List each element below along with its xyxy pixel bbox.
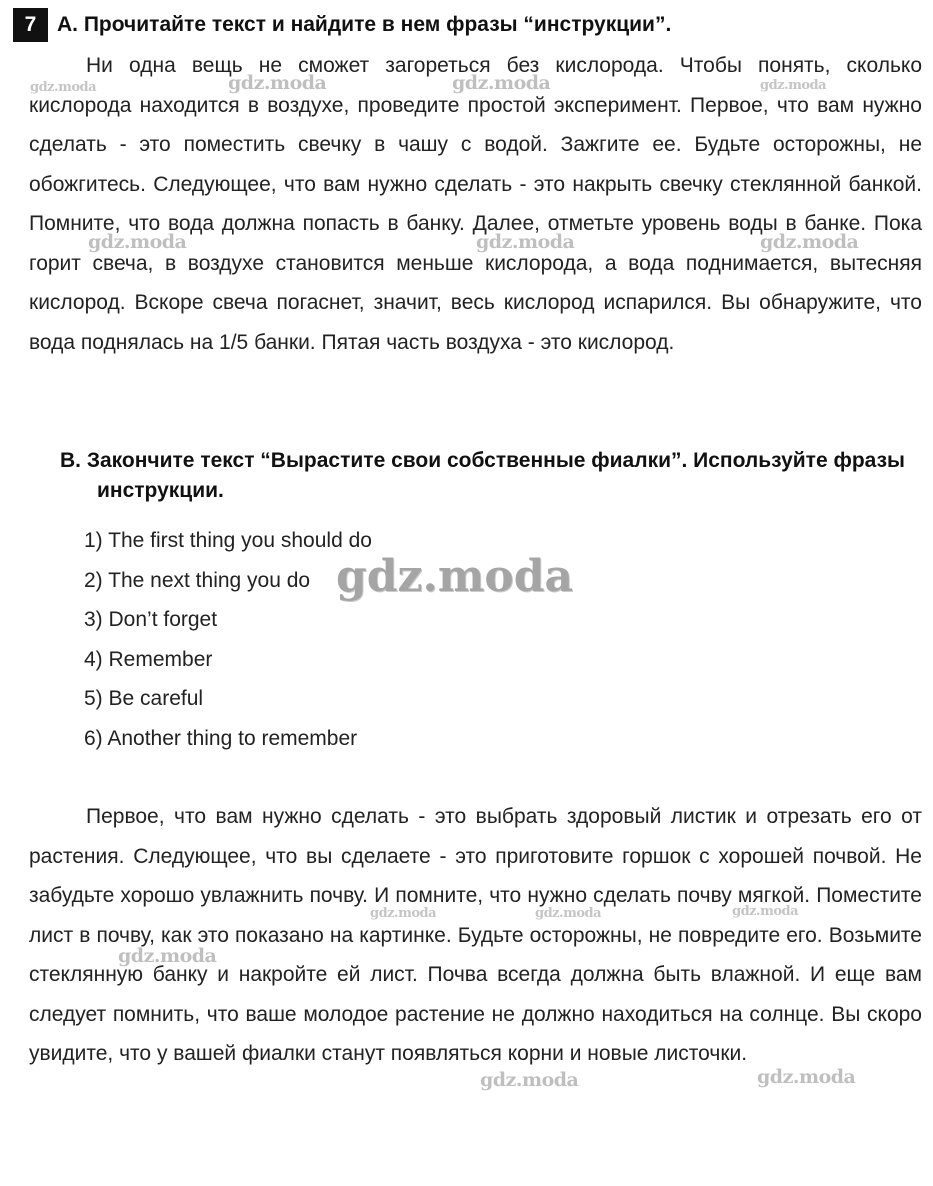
list-item: 3) Don’t forget [84, 608, 218, 632]
exercise-number-badge: 7 [13, 8, 48, 42]
watermark: gdz.moda [228, 72, 327, 94]
watermark: gdz.moda [88, 231, 187, 253]
list-item: 5) Be careful [84, 687, 204, 711]
watermark: gdz.moda [760, 231, 859, 253]
watermark: gdz.moda [30, 80, 97, 95]
section-b-heading: B. Закончите текст “Вырастите свои собственные фиалки”. Используйте фразы инструкции. [60, 449, 905, 502]
list-item: 6) Another thing to remember [84, 726, 358, 750]
watermark-large: gdz.moda [336, 551, 574, 602]
watermark: gdz.moda [452, 72, 551, 94]
section-b-paragraph: Первое, что вам нужно сделать - это выбрать здоровый листик и отрезать его от растения. Следующее, что вы сделаете - это приготовите горшок с хорошей почвой. Не забудьте хорошо увлажнить почву. И помните, что нужно сделать почву мягкой. Поместите лист в почву, как это показано на картинке. Будьте осторожны, не повредите его. Возьмите стеклянную банку и накройте ей лист. Почва всегда должна быть влажной. И еще вам следует помнить, что ваше молодое растение не должно находиться на солнце. Вы скоро увидите, что у вашей фиалки станут появляться корни и новые листочки. [29, 805, 922, 1065]
list-item: 4) Remember [84, 647, 213, 671]
watermark: gdz.moda [118, 945, 217, 967]
watermark: gdz.moda [760, 78, 827, 93]
instruction-phrases-list [84, 521, 372, 759]
watermark: gdz.moda [757, 1066, 856, 1088]
watermark: gdz.moda [480, 1069, 579, 1091]
list-item: 1) The first thing you should do [84, 529, 372, 552]
watermark: gdz.moda [370, 906, 437, 921]
watermark: gdz.moda [476, 231, 575, 253]
watermark: gdz.moda [535, 906, 602, 921]
section-a-heading: A. Прочитайте текст и найдите в нем фразы “инструкции”. [57, 13, 672, 36]
list-item: 2) The next thing you do [84, 568, 311, 592]
section-a-paragraph: Ни одна вещь не сможет загореться без кислорода. Чтобы понять, сколько кислорода находится в воздухе, проведите простой эксперимент. Первое, что вам нужно сделать - это поместить свечку в чашу с водой. Зажгите ее. Будьте осторожны, не обожгитесь. Следующее, что вам нужно сделать - это накрыть свечку стеклянной банкой. Помните, что вода должна попасть в банку. Далее, отметьте уровень воды в банке. Пока горит свеча, в воздухе становится меньше кислорода, а вода поднимается, вытесняя кислород. Вскоре свеча погаснет, значит, весь кислород испарился. Вы обнаружите, что вода поднялась на 1/5 банки. Пятая часть воздуха - это кислород. [29, 54, 922, 354]
watermark: gdz.moda [732, 904, 799, 919]
